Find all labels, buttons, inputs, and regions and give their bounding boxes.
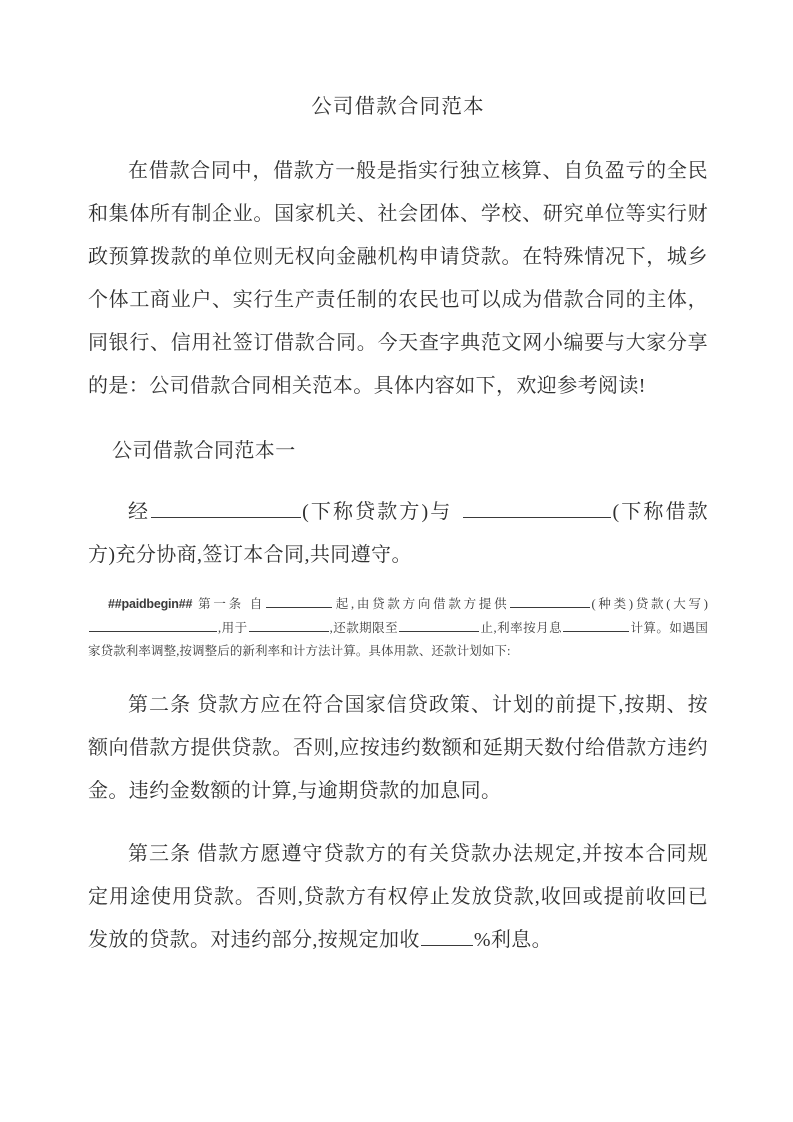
blank-monthly-interest[interactable] <box>563 620 629 631</box>
page-title: 公司借款合同范本 <box>311 96 485 118</box>
intro-paragraph: 在借款合同中，借款方一般是指实行独立核算、自负盈亏的全民和集体所有制企业。国家机关、社会团体、学校、研究单位等实行财政预算拨款的单位则无权向金融机构申请贷款。在特殊情况下，城乡个体工商业户、实行生产责任制的农民也可以成为借款合同的主体，同银行、信用社签订借款合同。今天查字典范文网小编要与大家分享的是：公司借款合同相关范本。具体内容如下，欢迎参考阅读! <box>88 160 708 397</box>
preamble-text-b: (下称贷款方)与 <box>302 501 453 523</box>
fineprint-clause-one <box>88 593 708 664</box>
clause-three-text-b: %利息。 <box>473 928 553 951</box>
fineprint-text-2: 起,由贷款方向借款方提供 <box>333 597 510 611</box>
blank-repayment-deadline[interactable] <box>399 620 479 631</box>
fineprint-text-3: (种类)贷款(大写) <box>591 597 708 611</box>
blank-purpose[interactable] <box>249 620 329 631</box>
fineprint-text-6: 止,利率按月息 <box>480 620 563 635</box>
fineprint-text-7: 计算。如遇国家贷款利率调整,按调整后的新利率和计方法计算。具体用款、还款计划如下: <box>88 620 708 658</box>
paidbegin-marker: ##paidbegin## <box>108 597 193 611</box>
blank-lender-name[interactable] <box>151 501 301 518</box>
clause-two-paragraph: 第二条 贷款方应在符合国家信贷政策、计划的前提下,按期、按额向借款方提供贷款。否则,应按违约数额和延期天数付给借款方违约金。违约金数额的计算,与逾期贷款的加息同。 <box>88 693 708 802</box>
fineprint-text-5: ,还款期限至 <box>329 620 399 635</box>
fineprint-text-4: ,用于 <box>218 620 248 635</box>
clause-three-text-a: 第三条 借款方愿遵守贷款方的有关贷款办法规定,并按本合同规定用途使用贷款。否则,贷款方有权停止发放贷款,收回或提前收回已发放的贷款。对违约部分,按规定加收 <box>88 842 708 951</box>
blank-start-date[interactable] <box>266 597 332 608</box>
fineprint-text-1: 第一条 自 <box>198 597 266 611</box>
blank-borrower-name[interactable] <box>463 501 611 518</box>
preamble-paragraph <box>88 491 708 577</box>
document-content <box>88 92 708 972</box>
preamble-text-a: 经 <box>128 501 151 523</box>
clause-three-paragraph <box>88 833 708 962</box>
blank-loan-type[interactable] <box>510 597 590 608</box>
section-heading: 公司借款合同范本一 <box>112 440 296 462</box>
preamble-text-c: (下称借款方)充分协商,签订本合同,共同遵守。 <box>88 501 708 566</box>
blank-penalty-rate[interactable] <box>421 928 473 945</box>
blank-amount-in-words[interactable] <box>89 620 217 631</box>
